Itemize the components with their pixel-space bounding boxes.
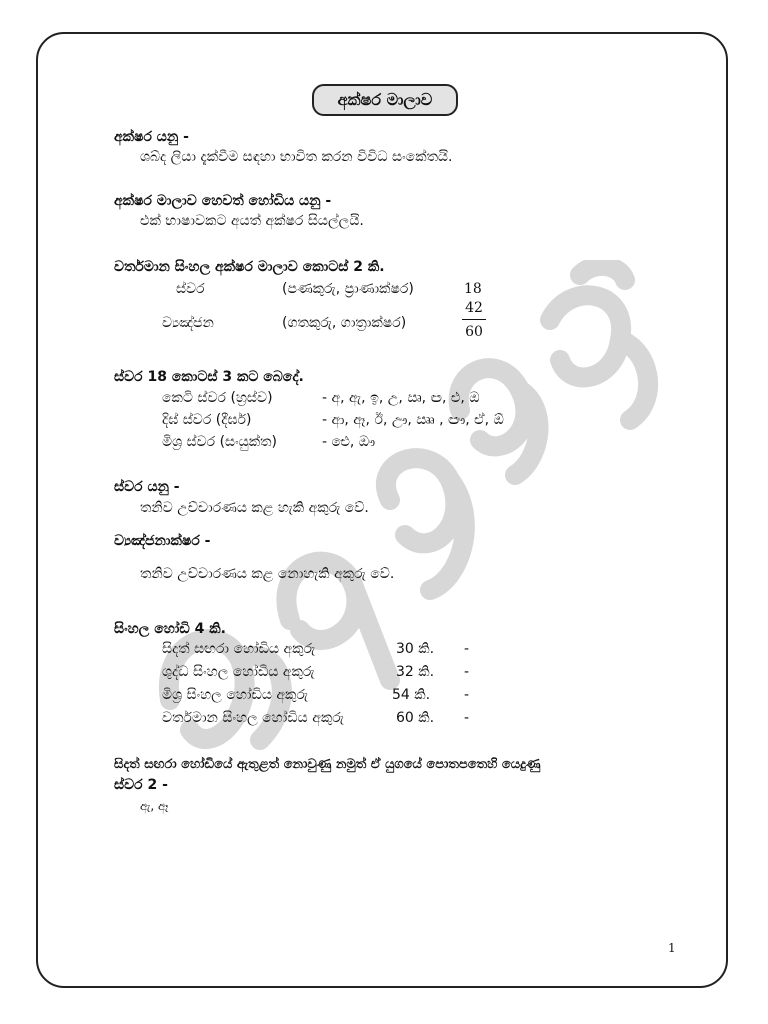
current-row-note: (ගතකුරු, ගාත්‍රාක්ෂර) [282,315,407,331]
vyanjana-definition-heading: ව්‍යඤ්ජනාක්ෂර - [114,533,211,549]
vowel-group-name: කෙටි ස්වර (හ්‍රස්ව) [162,390,273,406]
hodi-row-name: වර්තමාන සිංහල හෝඩිය අකුරු [162,710,344,726]
page-number: 1 [668,941,676,955]
vowels-heading: ස්වර 18 කොටස් 3 කට බෙදේ. [114,369,304,385]
count-fraction [462,300,486,340]
hodi-row-dash: - [464,641,470,657]
hodi-row-name: සිදත් සඟරා හෝඩිය අකුරු [162,641,316,657]
hodi-row-count: 54 කි. [392,687,431,703]
sidath-vowels: ඇ, ඈ [140,799,169,813]
hodi4-heading: සිංහල හෝඩි 4 කි. [114,621,226,637]
page-title: අක්ෂර මාලාව [312,84,458,116]
current-row-name: ව්‍යඤ්ජන [162,315,214,331]
hodi-row-count: 32 කි. [396,664,435,680]
hodi-row-name: ශුද්ධ සිංහල හෝඩිය අකුරු [162,664,315,680]
hodi-row-dash: - [464,687,470,703]
hodi-row-dash: - [464,664,470,680]
fraction-bar [462,319,486,320]
hodi-row-count: 30 කි. [396,641,435,657]
current-row-note: (පණකුරු, ප්‍රාණාක්ෂර) [282,281,414,297]
swara-definition-text: තනිව උච්චාරණය කළ හැකි අකුරු වේ. [140,500,369,516]
vowel-group-name: දිඝ් ස්වර (දීර්ඝ) [162,412,252,428]
total-count: 60 [465,324,483,340]
current-row-name: ස්වර [176,281,205,297]
hodiya-heading: අක්ෂර මාලාව හෙවත් හෝඩිය යනු - [114,193,332,209]
vowel-group-letters: - ආ, ඈ, ඊ, ඌ, ඎ , ඐ, ඒ, ඕ [322,412,504,428]
current-row-count: 18 [464,281,482,297]
vowel-group-letters: - අ, ඇ, ඉ, උ, ඍ, ඏ, එ, ඔ [322,390,480,406]
hodi-row-dash: - [464,710,470,726]
consonant-count: 42 [465,300,483,316]
swara-definition-heading: ස්වර යනු - [114,479,180,495]
vowel-group-letters: - ඓ, ඖ [322,434,376,450]
hodi-row-count: 60 කි. [396,710,435,726]
hodiya-definition: එක් භාෂාවකට අයත් අක්ෂර සියල්ලයි. [140,213,364,229]
vyanjana-definition-text: තනිව උච්චාරණය කළ නොහැකි අකුරු වේ. [140,566,395,582]
akshara-definition: ශබ්ද ලියා දැක්වීම සඳහා භාවිත කරන විවිධ සංකේතයි. [140,149,453,165]
sidath-heading-line1: සිදත් සඟරා හෝඩියේ ඇතුළත් නොවුණු නමුත් ඒ යුගයේ පොතපතෙහි යෙදුණු [114,757,541,772]
vowel-group-name: මිශ්‍ර ස්වර (සංයුක්ත) [162,434,277,450]
akshara-heading: අක්ෂර යනු - [114,129,189,145]
hodi-row-name: මිශ්‍ර සිංහල හෝඩිය අකුරු [162,687,309,703]
current-alphabet-heading: වර්තමාන සිංහල අක්ෂර මාලාව කොටස් 2 කි. [114,259,385,275]
sidath-heading-line2: ස්වර 2 - [114,777,168,793]
